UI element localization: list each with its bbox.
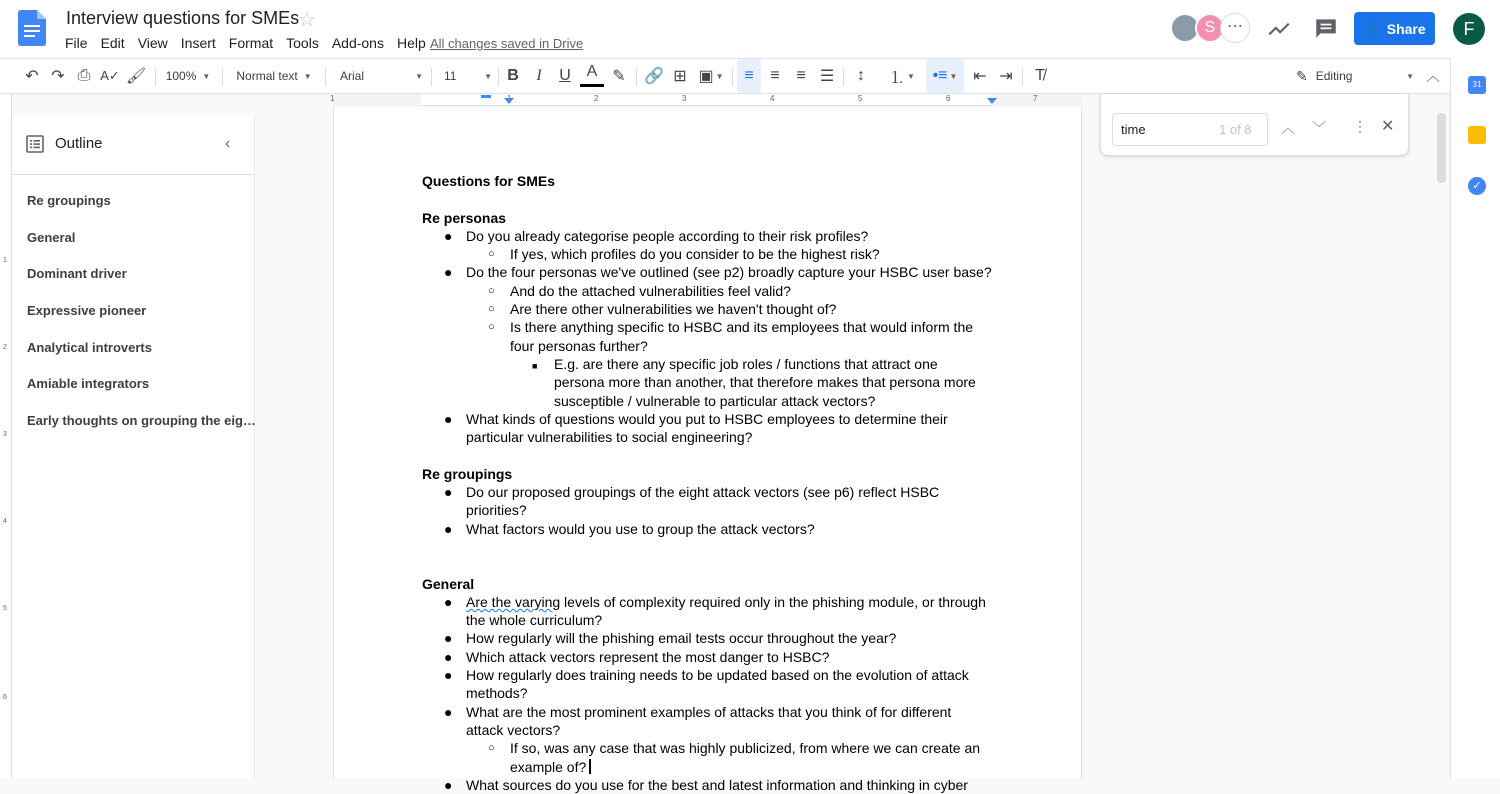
document-heading: Questions for SMEs: [422, 173, 556, 189]
ruler-mark: 6: [3, 694, 7, 701]
ruler-mark: 2: [3, 344, 7, 351]
text-cursor: [589, 759, 591, 774]
toolbar-divider: [222, 68, 223, 86]
bullet-icon: ●: [444, 264, 453, 281]
toolbar-divider: [431, 68, 432, 86]
mode-value: Editing: [1315, 69, 1353, 83]
print-icon[interactable]: ⎙: [77, 67, 91, 84]
list-item: [422, 739, 992, 776]
docs-logo-icon[interactable]: [18, 10, 46, 46]
outline-panel: [13, 115, 255, 779]
find-result-count: 1 of 8: [1219, 122, 1252, 137]
toolbar-divider: [498, 68, 499, 86]
blank-line: [422, 190, 992, 208]
document-body[interactable]: [422, 172, 992, 794]
font-size-value: 11: [444, 69, 457, 83]
font-select[interactable]: [335, 59, 423, 93]
outline-item-dominant-driver[interactable]: Dominant driver: [27, 266, 127, 281]
zoom-value: 100%: [165, 69, 197, 83]
toolbar-divider: [1022, 68, 1023, 86]
hollow-bullet-icon: ○: [488, 303, 495, 316]
list-item-text: E.g. are there any specific job roles / functions that attract one persona more than another, that therefore makes that persona more susceptible / vulnerable to particular attack vectors?: [554, 355, 976, 409]
list-item-text: How regularly will the phishing email tests occur throughout the year?: [466, 630, 897, 647]
vertical-ruler: [0, 94, 12, 779]
toolbar-divider: [325, 68, 326, 86]
person-add-icon: 👤: [1363, 20, 1381, 36]
menu-bar: [65, 35, 439, 51]
keep-icon[interactable]: [1468, 126, 1486, 144]
next-result-icon[interactable]: ﹀: [1312, 120, 1326, 136]
ruler-mark: 5: [858, 94, 863, 103]
toolbar-divider: [636, 68, 637, 86]
document-title[interactable]: Interview questions for SMEs: [66, 8, 300, 28]
bullet-icon: ●: [444, 667, 453, 684]
star-icon[interactable]: ☆: [298, 9, 316, 31]
side-panel: [1450, 58, 1500, 779]
menu-help[interactable]: Help: [396, 35, 426, 51]
chevron-down-icon: ▼: [303, 71, 312, 81]
increase-indent-icon[interactable]: ⇥: [999, 68, 1013, 85]
style-select[interactable]: [230, 59, 318, 93]
ruler-margin-right: [993, 94, 1082, 106]
bullet-icon: ●: [444, 776, 453, 793]
spellcheck-icon[interactable]: A✓: [100, 68, 120, 83]
list-item-text: Which attack vectors represent the most danger to HSBC?: [466, 648, 830, 665]
hollow-bullet-icon: ○: [488, 248, 495, 261]
list-item-text: Do you already categorise people according to their risk profiles?: [466, 227, 869, 244]
clear-formatting-icon[interactable]: T̸: [1035, 67, 1045, 84]
collaborator-avatar[interactable]: S: [1195, 13, 1225, 43]
list-item-text: And do the attached vulnerabilities feel valid?: [510, 282, 791, 299]
chevron-down-icon: ▼: [415, 71, 423, 81]
toolbar-divider: [732, 68, 733, 86]
outline-item-expressive-pioneer[interactable]: Expressive pioneer: [27, 303, 147, 318]
section-heading-groupings: Re groupings: [422, 465, 513, 482]
list-item: [422, 318, 992, 355]
outline-item-re-groupings[interactable]: Re groupings: [27, 193, 111, 208]
menu-tools[interactable]: Tools: [286, 35, 319, 51]
hollow-bullet-icon: ○: [488, 321, 495, 334]
chevron-down-icon: ▼: [907, 71, 915, 81]
toolbar-divider: [843, 68, 844, 86]
redo-icon[interactable]: ↷: [51, 68, 65, 85]
undo-icon[interactable]: ↶: [25, 68, 39, 85]
list-item-text: Are there other vulnerabilities we haven't thought of?: [510, 301, 837, 318]
outline-title: Outline: [55, 135, 103, 152]
list-item-text: What sources do you use for the best and latest information and thinking in cyber: [466, 776, 968, 793]
bullet-icon: ●: [444, 520, 453, 537]
close-outline-icon[interactable]: ‹: [225, 135, 231, 152]
list-item-text: If yes, which profiles do you consider to be the highest risk?: [510, 246, 880, 263]
app-header: [0, 0, 1500, 58]
blank-line: [422, 446, 992, 464]
bullet-icon: ●: [444, 648, 453, 665]
underline-icon[interactable]: U: [559, 67, 571, 84]
list-item: [422, 520, 992, 538]
chevron-down-icon: ▼: [715, 71, 724, 81]
outline-item-early-thoughts[interactable]: Early thoughts on grouping the eig…: [27, 413, 256, 428]
ruler-mark: 4: [770, 94, 775, 103]
ruler-mark: 5: [3, 605, 7, 612]
share-button[interactable]: [1354, 12, 1435, 45]
menu-format[interactable]: Format: [228, 35, 274, 51]
outline-list-icon: [26, 135, 44, 153]
list-item: [422, 263, 992, 281]
align-center-icon[interactable]: ≡: [770, 67, 780, 84]
list-item: [422, 629, 992, 647]
bullet-icon: ●: [444, 410, 453, 427]
list-item: [422, 483, 992, 520]
list-item: [422, 776, 992, 794]
menu-file[interactable]: File: [65, 35, 88, 51]
activity-trend-icon[interactable]: [1266, 16, 1292, 42]
comments-icon[interactable]: [1313, 15, 1339, 41]
numbered-list-icon[interactable]: ⒈ ▼: [889, 69, 915, 87]
align-right-icon[interactable]: ≡: [796, 67, 806, 84]
menu-addons[interactable]: Add-ons: [331, 35, 384, 51]
ruler-mark: 6: [946, 94, 951, 103]
chevron-down-icon: ▼: [202, 71, 211, 81]
menu-insert[interactable]: Insert: [180, 35, 216, 51]
font-size-select[interactable]: [440, 59, 492, 93]
section-heading-general: General: [422, 575, 475, 592]
list-item-text: levels of complexity required only in the phishing module, or through the whole curriculum?: [466, 593, 986, 629]
list-item: [422, 648, 992, 666]
chevron-down-icon: ▼: [484, 71, 492, 81]
menu-view[interactable]: View: [137, 35, 168, 51]
menu-edit[interactable]: Edit: [100, 35, 125, 51]
spelling-suggestion[interactable]: Are the varying: [466, 593, 561, 610]
list-item: [422, 227, 992, 245]
right-indent-marker[interactable]: [987, 98, 997, 104]
list-item-text: If so, was any case that was highly publicized, from where we can create an example of?: [510, 740, 981, 775]
outline-item-general[interactable]: General: [27, 230, 76, 245]
list-item: [422, 666, 992, 703]
list-item-text: Do the four personas we've outlined (see p2) broadly capture your HSBC user base?: [466, 264, 992, 281]
list-item: [422, 355, 992, 410]
calendar-icon[interactable]: 31: [1468, 76, 1486, 94]
formatting-toolbar: [0, 58, 1450, 94]
zoom-select[interactable]: [160, 59, 216, 93]
list-item: [422, 282, 992, 300]
decrease-indent-icon[interactable]: ⇤: [973, 68, 987, 85]
share-label: Share: [1386, 20, 1426, 37]
list-item: [422, 300, 992, 318]
font-value: Arial: [340, 69, 365, 83]
ruler-mark: 1: [3, 257, 7, 264]
tasks-icon[interactable]: ✓: [1468, 177, 1486, 195]
italic-icon[interactable]: I: [536, 67, 542, 84]
list-item: [422, 410, 992, 447]
ruler-mark: 2: [594, 94, 599, 103]
list-item-text: How regularly does training needs to be updated based on the evolution of attack methods?: [466, 667, 969, 702]
ruler-mark: 3: [3, 431, 7, 438]
blank-line: [422, 556, 992, 574]
insert-image-icon[interactable]: ▣ ▼: [698, 68, 724, 85]
first-line-indent-marker[interactable]: [481, 95, 491, 98]
bulleted-list-icon[interactable]: •≡ ▼: [926, 59, 964, 93]
square-bullet-icon: ■: [532, 360, 538, 371]
line-spacing-icon[interactable]: ↕: [857, 67, 865, 84]
vertical-scrollbar[interactable]: [1437, 113, 1446, 183]
justify-icon[interactable]: ☰: [819, 68, 835, 85]
previous-result-icon[interactable]: ︿: [1281, 120, 1295, 136]
mode-select[interactable]: [1296, 59, 1414, 93]
add-comment-icon[interactable]: ⊞: [673, 68, 687, 85]
ruler-margin-left: [333, 94, 421, 106]
toolbar-divider: [155, 68, 156, 86]
ruler-mark: 1: [507, 94, 512, 103]
ruler-mark: 3: [682, 94, 687, 103]
close-find-icon[interactable]: ✕: [1381, 118, 1395, 135]
chevron-down-icon: ▼: [1406, 71, 1414, 81]
blank-line: [422, 538, 992, 556]
hollow-bullet-icon: ○: [488, 284, 495, 297]
bullet-icon: ●: [444, 630, 453, 647]
bullet-icon: ●: [444, 703, 453, 720]
ruler-mark: 7: [1033, 94, 1038, 103]
style-value: Normal text: [236, 69, 298, 83]
bullet-icon: ●: [444, 227, 453, 244]
link-icon[interactable]: 🔗: [644, 68, 664, 85]
list-item-text: What kinds of questions would you put to HSBC employees to determine their particular vulnerabilities to social engineering?: [466, 410, 948, 446]
find-input[interactable]: time: [1112, 113, 1268, 146]
account-avatar[interactable]: F: [1453, 13, 1485, 45]
section-heading-personas: Re personas: [422, 209, 507, 226]
outline-divider: [13, 174, 255, 175]
ruler-mark: 4: [3, 518, 7, 525]
ruler-mark: 1: [330, 94, 335, 103]
list-item: [422, 593, 992, 630]
list-item: [422, 245, 992, 263]
list-item-text: What factors would you use to group the attack vectors?: [466, 520, 815, 537]
highlight-icon[interactable]: ✎: [612, 68, 626, 85]
document-page[interactable]: [333, 108, 1082, 793]
left-indent-marker[interactable]: [504, 98, 514, 104]
bullet-icon: ●: [444, 593, 453, 610]
more-collaborators-icon[interactable]: ⋯: [1220, 13, 1250, 43]
list-item: [422, 703, 992, 740]
paint-format-icon[interactable]: 🖌: [125, 68, 147, 85]
hollow-bullet-icon: ○: [488, 742, 495, 755]
list-item-text: What are the most prominent examples of attacks that you think of for different attack vectors?: [466, 703, 952, 738]
outline-item-analytical-introverts[interactable]: Analytical introverts: [27, 340, 152, 355]
chevron-down-icon: ▼: [949, 71, 958, 81]
list-item-text: Is there anything specific to HSBC and its employees that would inform the four personas further?: [510, 319, 974, 354]
save-status[interactable]: All changes saved in Drive: [430, 36, 584, 51]
find-in-document-box: [1100, 94, 1409, 156]
more-options-icon[interactable]: ⋮: [1353, 118, 1367, 134]
collapse-menus-icon[interactable]: ︿: [1426, 68, 1440, 84]
outline-item-amiable-integrators[interactable]: Amiable integrators: [27, 376, 150, 391]
bold-icon[interactable]: B: [507, 67, 519, 84]
bullet-icon: ●: [444, 484, 453, 501]
align-left-icon[interactable]: ≡: [737, 59, 761, 93]
text-color-icon[interactable]: A: [580, 59, 604, 87]
list-item-text: Do our proposed groupings of the eight attack vectors (see p6) reflect HSBC priorities?: [466, 484, 940, 519]
pencil-icon: ✎: [1296, 67, 1308, 84]
horizontal-ruler[interactable]: [330, 94, 1082, 106]
